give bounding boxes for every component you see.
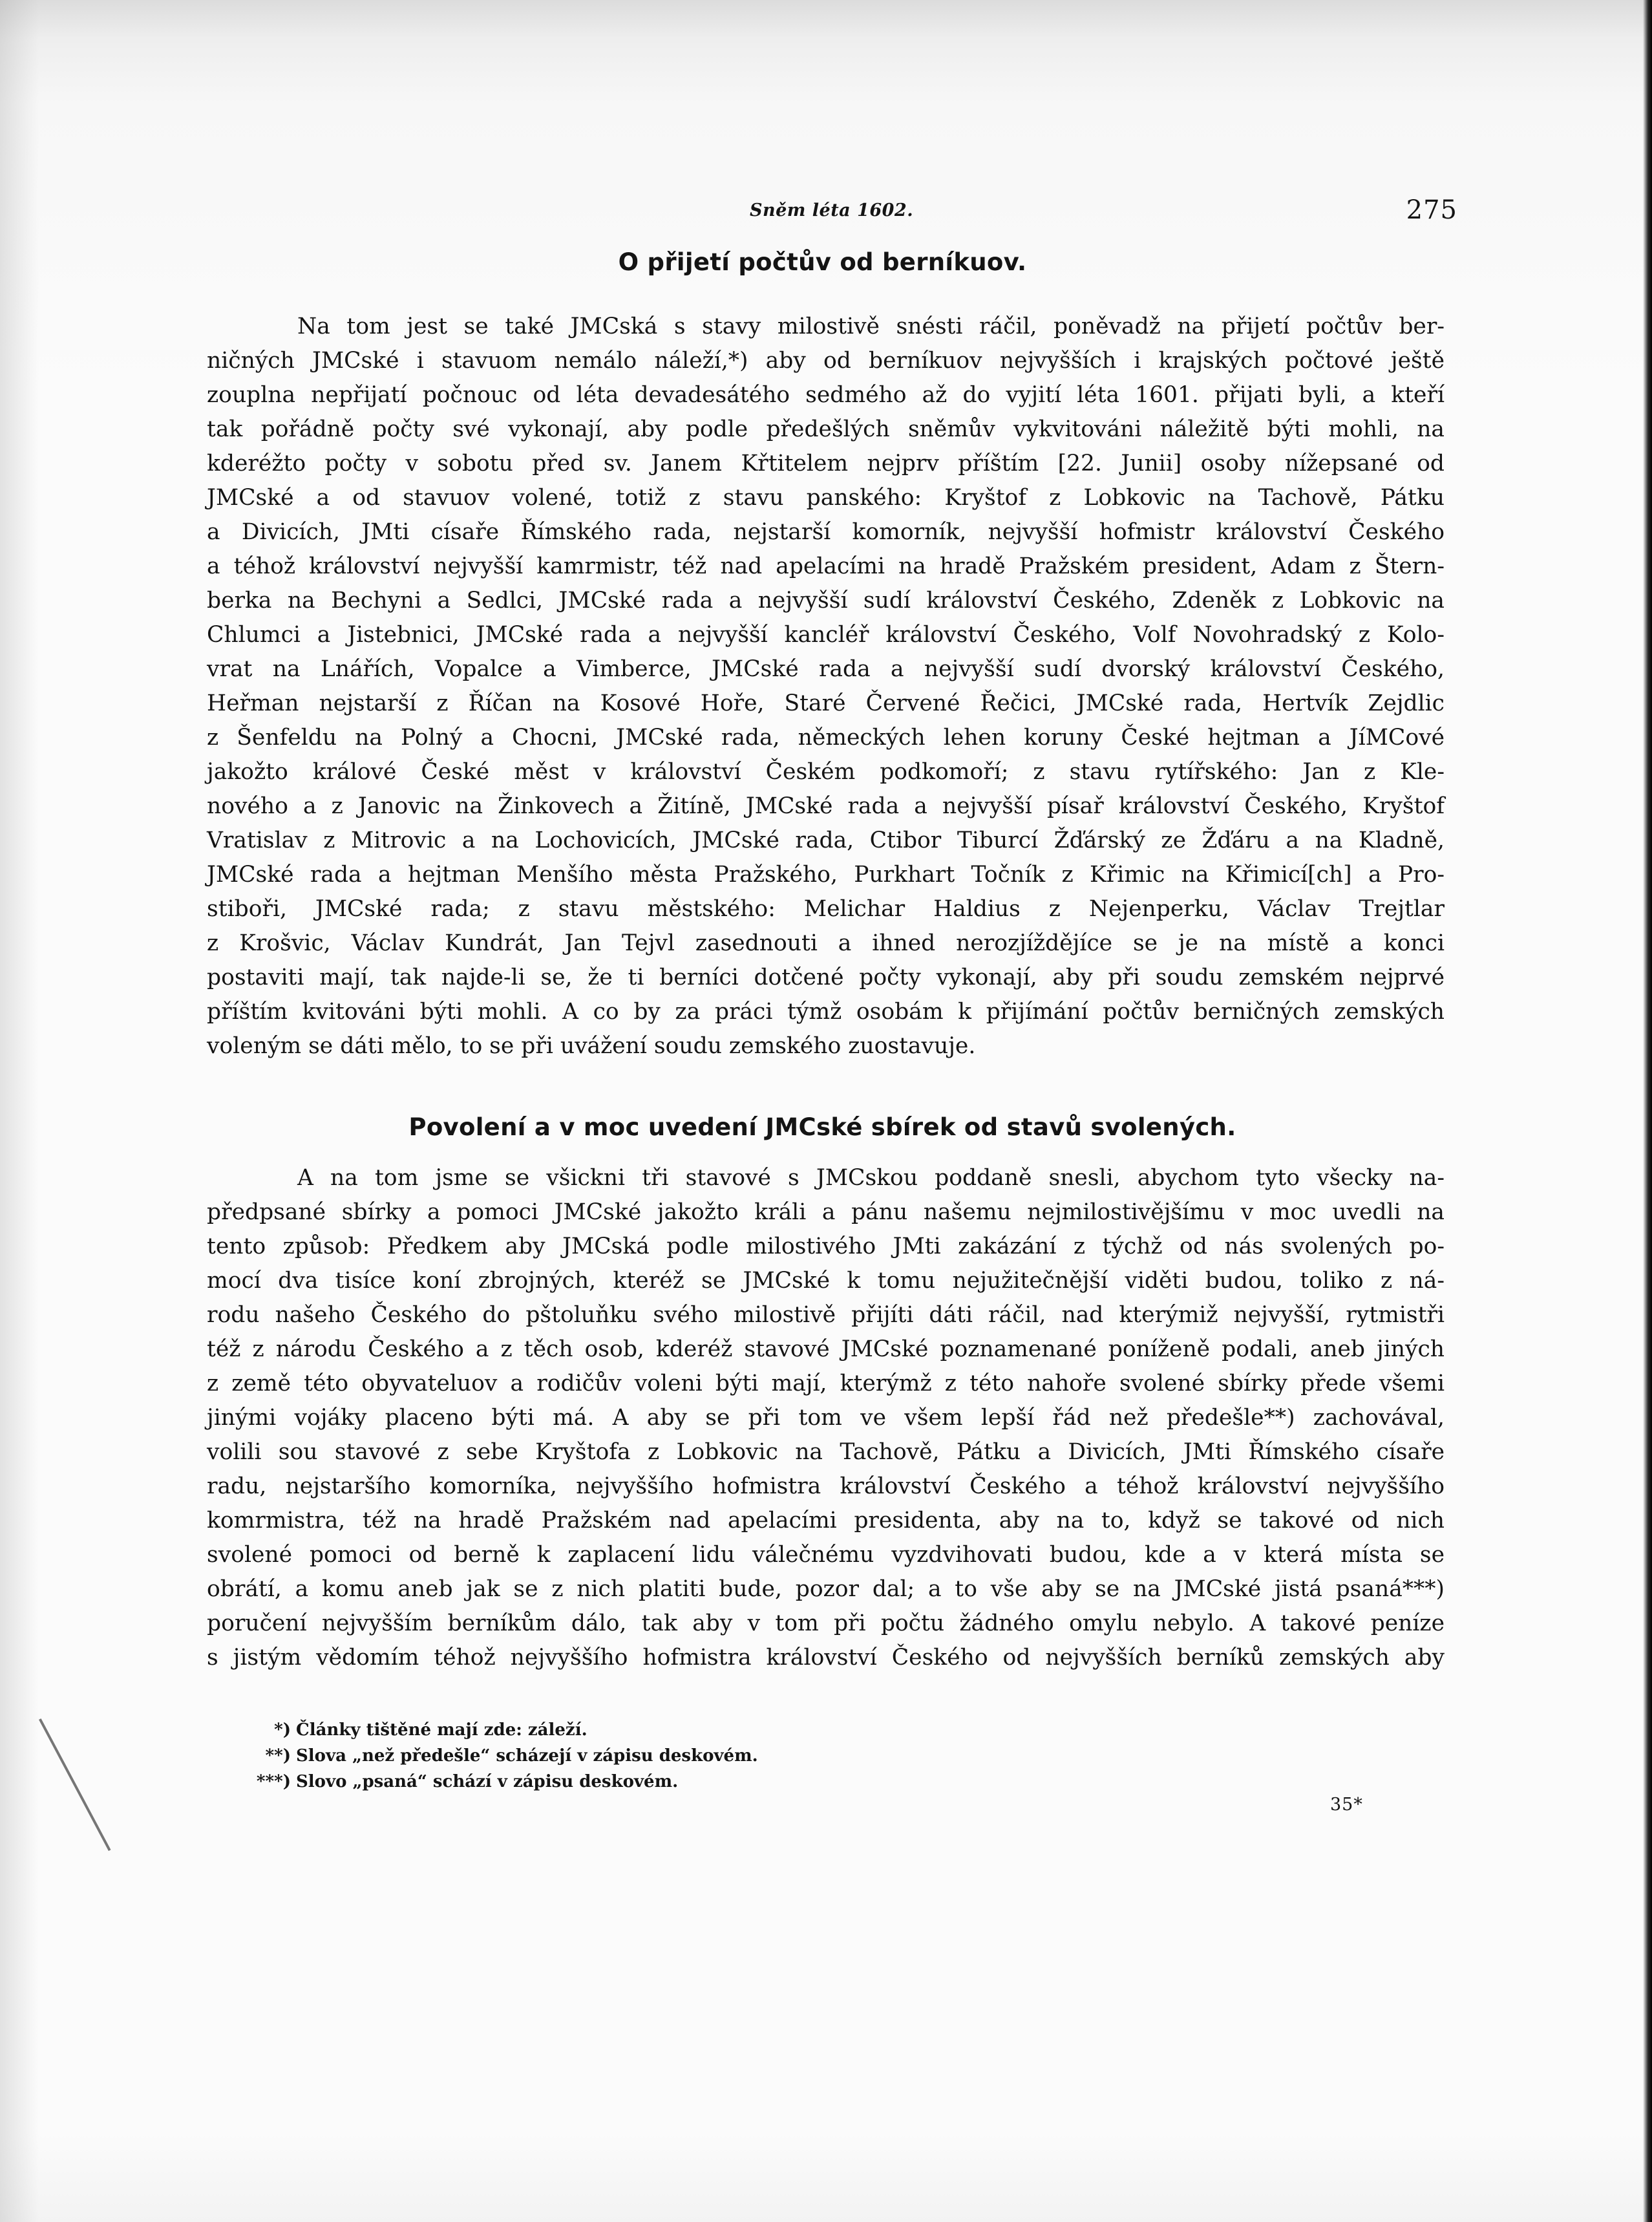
footnote bbox=[246, 1769, 758, 1795]
text-line: stiboři, JMCské rada; z stavu městského: Melichar Haldius z Nejenperku, Václav Trejtlar bbox=[207, 896, 1445, 922]
page-number: 275 bbox=[1406, 195, 1457, 225]
footnote-text: Články tištěné mají zde: záleží. bbox=[296, 1720, 588, 1740]
text-line: nového a z Janovic na Žinkovech a Žitíně, JMCské rada a nejvyšší písař království Českého, Kryštof bbox=[207, 793, 1445, 819]
text-line: berka na Bechyni a Sedlci, JMCské rada a nejvyšší sudí království Českého, Zdeněk z Lobkovic na bbox=[207, 588, 1445, 614]
text-line: zouplna nepřijatí počnouc od léta devadesátého sedmého až do vyjití léta 1601. přijati byli, a kteří bbox=[207, 382, 1445, 408]
text-line: rodu našeho Českého do pštoluňku svého milostivě přijíti dáti ráčil, nad kterýmiž nejvyšší, rytmistři bbox=[207, 1302, 1445, 1328]
section-paragraph-granting-of-levies bbox=[207, 1161, 1445, 1675]
text-line: radu, nejstaršího komorníka, nejvyššího hofmistra království Českého a téhož království nejvyššího bbox=[207, 1473, 1445, 1499]
scan-artifact-line bbox=[39, 1718, 111, 1851]
text-line: volili sou stavové z sebe Kryštofa z Lobkovic na Tachově, Pátku a Divicích, JMti Římského císaře bbox=[207, 1439, 1445, 1465]
printer-signature-mark: 35* bbox=[1330, 1795, 1363, 1815]
text-line: Heřman nejstarší z Říčan na Kosové Hoře, Staré Červené Řečici, JMCské rada, Hertvík Zejdlic bbox=[207, 690, 1445, 716]
text-line: svolené pomoci od berně k zaplacení lidu válečnému vyzdvihovati budou, kde a v která místa se bbox=[207, 1542, 1445, 1568]
text-line: z Šenfeldu na Polný a Chocni, JMCské rada, německých lehen koruny České hejtman a JíMCové bbox=[207, 725, 1445, 751]
text-line: voleným se dáti mělo, to se při uvážení soudu zemského zuostavuje. bbox=[207, 1033, 976, 1059]
text-line: z Krošvic, Václav Kundrát, Jan Tejvl zasednouti a ihned nerozjíždějíce se je na místě a konci bbox=[207, 930, 1445, 956]
text-line: a Divicích, JMti císaře Římského rada, nejstarší komorník, nejvyšší hofmistr království Českého bbox=[207, 519, 1445, 545]
text-line: a téhož království nejvyšší kamrmistr, též nad apelacími na hradě Pražském president, Adam z Štern- bbox=[207, 553, 1445, 579]
text-line: obrátí, a komu aneb jak se z nich platiti bude, pozor dal; a to vše aby se na JMCské jistá psaná***) bbox=[207, 1576, 1445, 1602]
text-line: Na tom jest se také JMCská s stavy milostivě snésti ráčil, poněvadž na přijetí počtův ber- bbox=[297, 314, 1445, 339]
text-line: jinými vojáky placeno býti má. A aby se při tom ve všem lepší řád než předešle**) zachovával, bbox=[207, 1405, 1445, 1431]
text-line: Vratislav z Mitrovic a na Lochovicích, JMCské rada, Ctibor Tiburcí Žďárský ze Žďáru a na Kladně, bbox=[207, 828, 1445, 853]
text-line: z země této obyvateluov a rodičův voleni býti mají, kterýmž z této nahoře svolené sbírky přede všemi bbox=[207, 1371, 1445, 1396]
footnote bbox=[246, 1743, 758, 1769]
text-line: s jistým vědomím téhož nejvyššího hofmistra království Českého od nejvyšších berníků zemských aby bbox=[207, 1645, 1445, 1671]
footnote bbox=[246, 1717, 758, 1743]
text-line: jakožto králové České měst v království Českém podkomoří; z stavu rytířského: Jan z Kle- bbox=[207, 759, 1445, 785]
footnote-mark: *) bbox=[274, 1720, 291, 1740]
footnote-text: Slova „než předešle“ scházejí v zápisu deskovém. bbox=[296, 1746, 758, 1766]
text-line: tak pořádně počty své vykonají, aby podle předešlých sněmův vykvitováni náležitě býti mohli, na bbox=[207, 416, 1445, 442]
section-heading-granting-of-levies: Povolení a v moc uvedení JMCské sbírek od stavů svolených. bbox=[408, 1113, 1236, 1141]
text-line: ničných JMCské i stavuom nemálo náleží,*) aby od berníkuov nejvyšších i krajských počtové ještě bbox=[207, 348, 1445, 374]
text-line: příštím kvitováni býti mohli. A co by za práci týmž osobám k přijímání počtův berničných zemských bbox=[207, 999, 1445, 1025]
text-line: předpsané sbírky a pomoci JMCské jakožto králi a pánu našemu nejmilostivějšímu v moc uvedli na bbox=[207, 1199, 1445, 1225]
text-line: postaviti mají, tak najde-li se, že ti berníci dotčené počty vykonají, aby při soudu zemském nejprvé bbox=[207, 965, 1445, 990]
text-line: komrmistra, též na hradě Pražském nad apelacími presidenta, aby na to, když se takové od nich bbox=[207, 1508, 1445, 1533]
page-header bbox=[187, 193, 1457, 225]
text-line: mocí dva tisíce koní zbrojných, kteréž se JMCské k tomu nejužitečnější viděti budou, toliko z ná- bbox=[207, 1268, 1445, 1294]
text-line: kderéžto počty v sobotu před sv. Janem Křtitelem nejprv příštím [22. Junii] osoby nížepsané od bbox=[207, 451, 1445, 476]
footnote-mark: **) bbox=[265, 1746, 291, 1766]
running-title: Sněm léta 1602. bbox=[750, 200, 914, 220]
text-line: poručení nejvyšším berníkům dálo, tak aby v tom při počtu žádného omylu nebylo. A takové peníze bbox=[207, 1610, 1445, 1636]
text-line: JMCské a od stavuov volené, totiž z stavu panského: Kryštof z Lobkovic na Tachově, Pátku bbox=[207, 485, 1445, 511]
footnote-mark: ***) bbox=[256, 1772, 291, 1791]
section-paragraph-receipt-of-accounts bbox=[207, 310, 1445, 1063]
text-line: též z národu Českého a z těch osob, kderéž stavové JMCské poznamenané poníženě podali, aneb jiných bbox=[207, 1336, 1445, 1362]
text-line: A na tom jsme se všickni tři stavové s JMCskou poddaně snesli, abychom tyto všecky na- bbox=[297, 1165, 1445, 1191]
scan-left-shadow bbox=[0, 0, 39, 2222]
text-line: Chlumci a Jistebnici, JMCské rada a nejvyšší kancléř království Českého, Volf Novohradský z Kolo- bbox=[207, 622, 1445, 648]
section-heading-receipt-of-accounts: O přijetí počtův od berníkuov. bbox=[618, 248, 1027, 276]
text-line: JMCské rada a hejtman Menšího města Pražského, Purkhart Točník z Křimic na Křimicí[ch] a Pro- bbox=[207, 862, 1445, 888]
footnotes bbox=[246, 1717, 758, 1795]
text-line: vrat na Lnářích, Vopalce a Vimberce, JMCské rada a nejvyšší sudí dvorský království Českého, bbox=[207, 656, 1445, 682]
scan-right-edge bbox=[1643, 0, 1652, 2222]
footnote-text: Slovo „psaná“ schází v zápisu deskovém. bbox=[296, 1772, 679, 1791]
text-line: tento způsob: Předkem aby JMCská podle milostivého JMti zakázání z týchž od nás svolených po- bbox=[207, 1234, 1445, 1259]
